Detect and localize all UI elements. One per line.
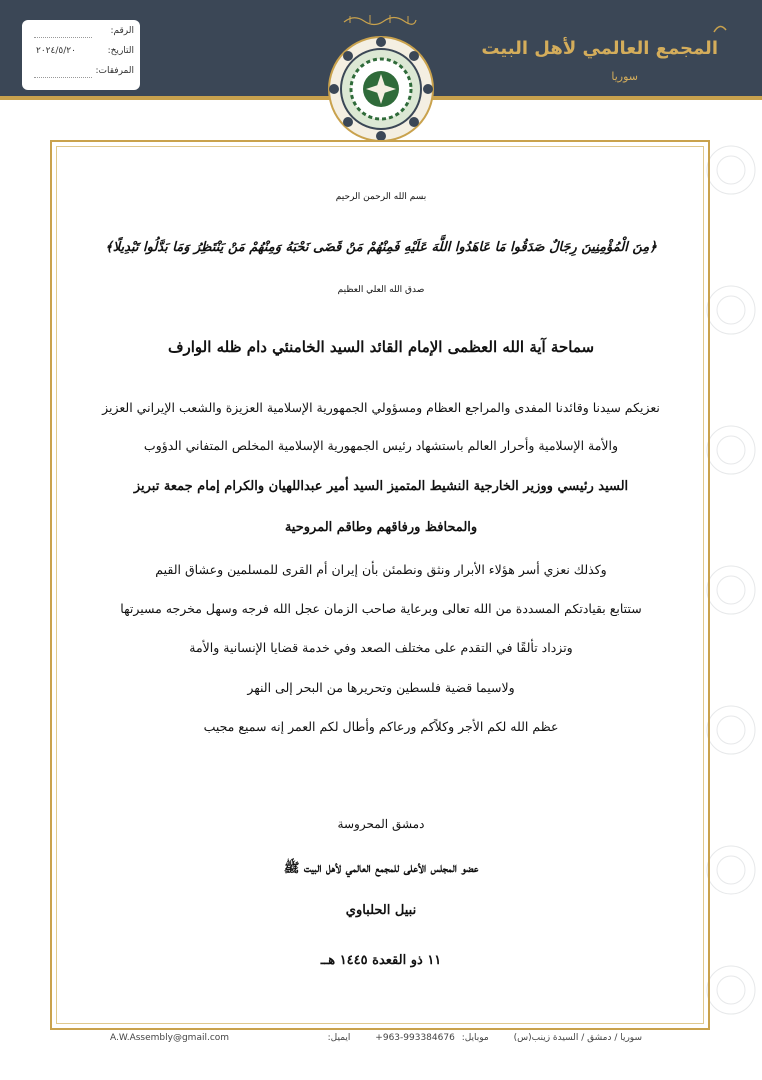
quran-verse: ﴿مِنَ الْمُؤْمِنِينَ رِجَالٌ صَدَقُوا مَا عَاهَدُوا اللَّهَ عَلَيْهِ فَمِنْهُمْ مَنْ قَضَى نَحْبَهُ وَمِنْهُمْ مَنْ يَنْتَظِرُ وَمَا بَدَّلُوا تَبْدِيلًا﴾ [105,240,657,255]
paragraph-line: والأمة الإسلامية وأحرار العالم باستشهاد رئيس الجمهورية الإسلامية المخلص المتفاني الدؤوب [143,438,619,453]
signatory-name: نبيل الحلباوي [345,903,417,918]
paragraph-line: عظم الله لكم الأجر وكلاًكم ورعاكم وأطال لكم العمر إنه سميع مجيب [203,719,559,734]
paragraph-line: وكذلك نعزي أسر هؤلاء الأبرار ونثق ونطمئن بأن إيران أم القرى للمسلمين وعشاق القيم [155,562,607,577]
calligraphy-ornament-icon [340,12,420,26]
org-name: المجمع العالمي لأهل البيت [481,38,718,59]
footer-mobile: +963-993384676 [375,1033,455,1043]
signatory-title: عضو المجلس الأعلى للمجمع العالمي لأهل البيت ﷺ [283,861,479,876]
paragraph-line: وتزداد تألقًا في التقدم على مختلف الصعد وفي خدمة قضايا الإنسانية والأمة [189,640,573,655]
paragraph-line: السيد رئيسي ووزير الخارجية النشيط المتميز السيد أمير عبداللهيان والكرام إمام جمعة تبريز [133,479,629,494]
sadaq-line: صدق الله العلي العظيم [337,285,425,295]
place-line: دمشق المحروسة [337,817,425,831]
paragraph-line: ولاسيما قضية فلسطين وتحريرها من البحر إلى النهر [247,680,515,695]
date-row [28,46,134,60]
date-value: ٢٠٢٤/٥/٢٠ [36,46,76,56]
footer-email[interactable]: A.W.Assembly@gmail.com [110,1033,230,1043]
date-label: التاريخ: [107,46,134,56]
reference-box [22,20,140,90]
org-country: سوريا [611,70,638,83]
paragraph-line: ستتابع بقيادتكم المسددة من الله تعالى وبرعاية صاحب الزمان عجل الله فرجه وسهل مخرجه مسيرتها [120,601,642,616]
footer-mobile-label: موبايل: [461,1033,489,1043]
paragraph-line: نعزيكم سيدنا وقائدنا المفدى والمراجع العظام ومسؤولي الجمهورية الإسلامية العزيزة والشعب الإيراني العزيز [102,400,660,415]
footer-address: سوريا / دمشق / السيدة زينب(س) [513,1033,642,1043]
mandala-emblem-icon [326,34,436,144]
attachments-label: المرفقات: [95,66,134,76]
addressee: سماحة آية الله العظمى الإمام القائد السيد الخامنئي دام ظله الوارف [167,338,595,356]
attachments-row [28,66,134,80]
number-label: الرقم: [110,26,134,36]
letterhead-footer [110,1033,642,1051]
footer-email-label: ايميل: [327,1033,351,1043]
paragraph-line: والمحافظ ورفاقهم وطاقم المروحية [284,520,478,535]
basmala: بسم الله الرحمن الرحيم [335,192,427,202]
calligraphy-mark-icon [712,20,728,36]
letter-frame-inner [56,146,704,1024]
number-row [28,26,134,40]
hijri-date: ١١ ذو القعدة ١٤٤٥ هــ [320,953,442,968]
